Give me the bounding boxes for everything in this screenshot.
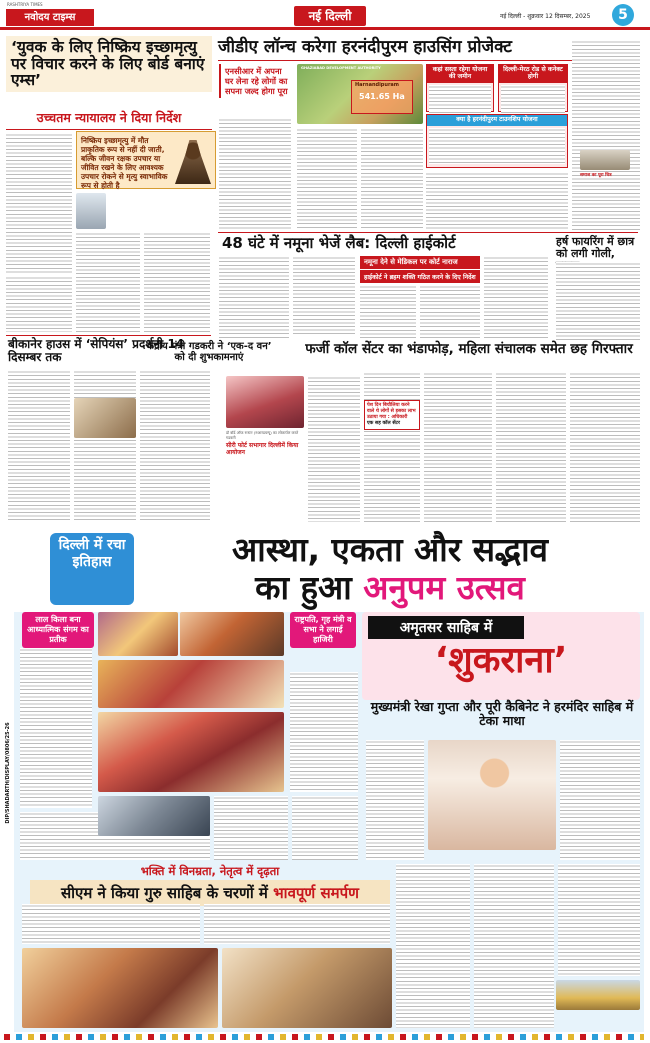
edition-label: नई दिल्ली (294, 6, 366, 26)
cm-portrait (428, 740, 556, 850)
right-col-body (572, 40, 640, 230)
registration-mark (4, 1034, 644, 1040)
bhakti-body-col4 (474, 864, 554, 1028)
fake-call-body-col2 (424, 372, 492, 522)
middle-body-col2 (292, 796, 358, 860)
bhakti-body-col3 (396, 864, 470, 1028)
fake-call-body-col4 (570, 372, 640, 522)
banner-line2: का हुआ अनुपम उत्सव (255, 568, 525, 607)
newspaper-logo: नवोदय टाइम्स (6, 9, 94, 26)
sc-body-col1b (6, 276, 72, 332)
gadkari-body (308, 376, 360, 522)
silhouette-icon (175, 140, 211, 184)
fake-call-body-col3 (496, 372, 566, 522)
gda-box-land: कहां सस्ता रहेगा योजना की जमीन (426, 64, 494, 112)
hc-box2: हाईकोर्ट ने ब्रहम शक्ति गठित करने के दिए निर्देश (360, 270, 480, 283)
golden-temple-photo (556, 980, 640, 1010)
rashtrapati-title: राष्ट्रपति, गृह मंत्री व सभा ने लगाई हाजिरी (290, 612, 356, 648)
lal-qila-photo-4 (98, 712, 284, 792)
fake-call-box: पेश दिन बिचौलिया करने वाले थे लोगों से इसका लाभ उठाया गया : अधिकारी एक सह कॉल सेंटर (364, 400, 420, 430)
right-col-photo (580, 150, 630, 170)
hc-body-col3 (360, 285, 416, 339)
amritsar-quote: ‘शुकराना’ (434, 640, 568, 681)
lal-qila-body (20, 648, 92, 808)
bhakti-body-col5 (558, 864, 640, 976)
gadkari-photo (226, 376, 304, 428)
bikaner-headline: बीकानेर हाउस में ‘सेपियंस’ प्रदर्शनी 14 दिसम्बर तक (8, 337, 185, 364)
firing-body (556, 262, 640, 340)
middle-body-col1 (214, 796, 288, 860)
masthead (0, 0, 650, 30)
gadkari-callout: सीरी फोर्ट सभागार दिल्लीमें किया आयोजन (226, 442, 299, 456)
lal-qila-photo-1 (98, 612, 178, 656)
bhakti-tagline: भक्ति में विनम्रता, नेतृत्व में दृढ़ता (140, 864, 280, 878)
harnandipuram-map: GHAZIABAD DEVELOPMENT AUTHORITY Harnandipuram 541.65 Ha (297, 64, 423, 124)
gda-body-col2 (297, 128, 357, 230)
banner-tag: दिल्ली में रचा इतिहास (50, 533, 134, 605)
hc-headline: 48 घंटे में नमूना भेजें लैब: दिल्ली हाईकोर्ट (222, 234, 456, 252)
fake-call-body-col1 (364, 372, 420, 522)
gadkari-headline: केंद्रीय मंत्री गडकरी ने ‘एक-द वन’ को दी शुभकामनाएं (146, 341, 272, 363)
sc-subhead: उच्चतम न्यायालय ने दिया निर्देश (6, 109, 212, 130)
bhakti-photo-1 (22, 948, 218, 1028)
banner-line1: आस्था, एकता और सद्भाव (232, 530, 548, 569)
lal-qila-photo-3 (98, 660, 284, 708)
gadkari-caption: डॉ बॉर्ड ऑफ रूस्टर (रुआरडब्ल्यू) का लोकार्पण करते गडकरी (226, 430, 299, 440)
gda-box-road: दिल्ली-मेरठ रोड से कनेक्ट होगी (498, 64, 568, 112)
right-col-caption: समाज का पूरा चित्र (580, 173, 612, 178)
bikaner-body-col3 (140, 370, 210, 522)
amritsar-subhead: मुख्यमंत्री रेखा गुप्ता और पूरी कैबिनेट ने हरमंदिर साहिब में टेका माथा (370, 699, 634, 728)
sc-headline: ‘युवक के लिए निष्क्रिय इच्छामृत्यु पर विचार करने के लिए बोर्ड बनाएं एम्स’ (6, 36, 212, 92)
hc-body-col4 (420, 285, 480, 339)
gda-body-col1 (219, 118, 291, 230)
amritsar-box (362, 612, 640, 700)
gda-headline: जीडीए लॉन्च करेगा हरनंदीपुरम हाउसिंग प्रोजेक्ट (218, 37, 512, 57)
page-number: 5 (612, 4, 634, 26)
gda-callout: एनसीआर में अपना घर लेना रहे लोगों का सपना जल्द होगा पूरा (219, 64, 293, 98)
hc-box1: नमूना देने से मेडिकल पर कोर्ट नाराज (360, 256, 480, 269)
hc-body-col1 (219, 256, 289, 340)
group-photo (98, 796, 210, 836)
sc-info-box: निष्क्रिय इच्छामृत्यु में मौत प्राकृतिक रूप से नहीं दी जाती, बल्कि जीवन रक्षक उपचार या जीवित रखने के लिए आवश्यक उपचार रोकने से मृत्यु स्वाभाविक रूप से होती है (76, 131, 216, 189)
hc-body-col2 (293, 256, 355, 336)
bhakti-body-col2 (204, 904, 390, 944)
gda-body-col4 (426, 172, 568, 230)
small-logo: RASHTRIYA TIMES (7, 2, 43, 7)
rashtrapati-body (290, 672, 358, 792)
gda-box-scheme: क्या है हरनंदीपुरम टाउनशिप योजना (426, 114, 568, 168)
bhakti-headline: सीएम ने किया गुरु साहिब के चरणों में भावपूर्ण समर्पण (30, 880, 390, 906)
amritsar-body-col1 (366, 740, 424, 860)
bikaner-body-col1 (8, 370, 70, 522)
gda-body-col3 (361, 128, 423, 230)
hc-body-col5 (484, 256, 548, 340)
supreme-court-photo (76, 193, 106, 229)
sc-body-col1 (6, 133, 72, 273)
bhakti-photo-2 (222, 948, 392, 1028)
fake-call-headline: फर्जी कॉल सेंटर का भंडाफोड़, महिला संचालक समेत छह गिरफ्तार (305, 341, 633, 357)
bikaner-body-col2 (74, 370, 136, 522)
sc-body-col3 (144, 232, 210, 332)
bikaner-photo (74, 398, 136, 438)
dateline: नई दिल्ली - शुक्रवार 12 दिसम्बर, 2025 (500, 13, 591, 20)
amritsar-body-col2 (560, 740, 640, 860)
lal-qila-title: लाल किला बना आध्यात्मिक संगम का प्रतीक (22, 612, 94, 648)
firing-headline: हर्ष फायरिंग में छात्र को लगी गोली, (556, 235, 635, 260)
bhakti-body-col1 (22, 904, 200, 944)
lal-qila-photo-2 (180, 612, 284, 656)
rashtrapati-photo (214, 706, 284, 707)
sc-body-col2 (76, 232, 140, 332)
amritsar-title: अमृतसर साहिब में (368, 616, 524, 639)
vertical-footer: DIP/SHADARTH/DISPLAY/0806/25-26 (5, 722, 11, 824)
banner-section (0, 527, 650, 609)
